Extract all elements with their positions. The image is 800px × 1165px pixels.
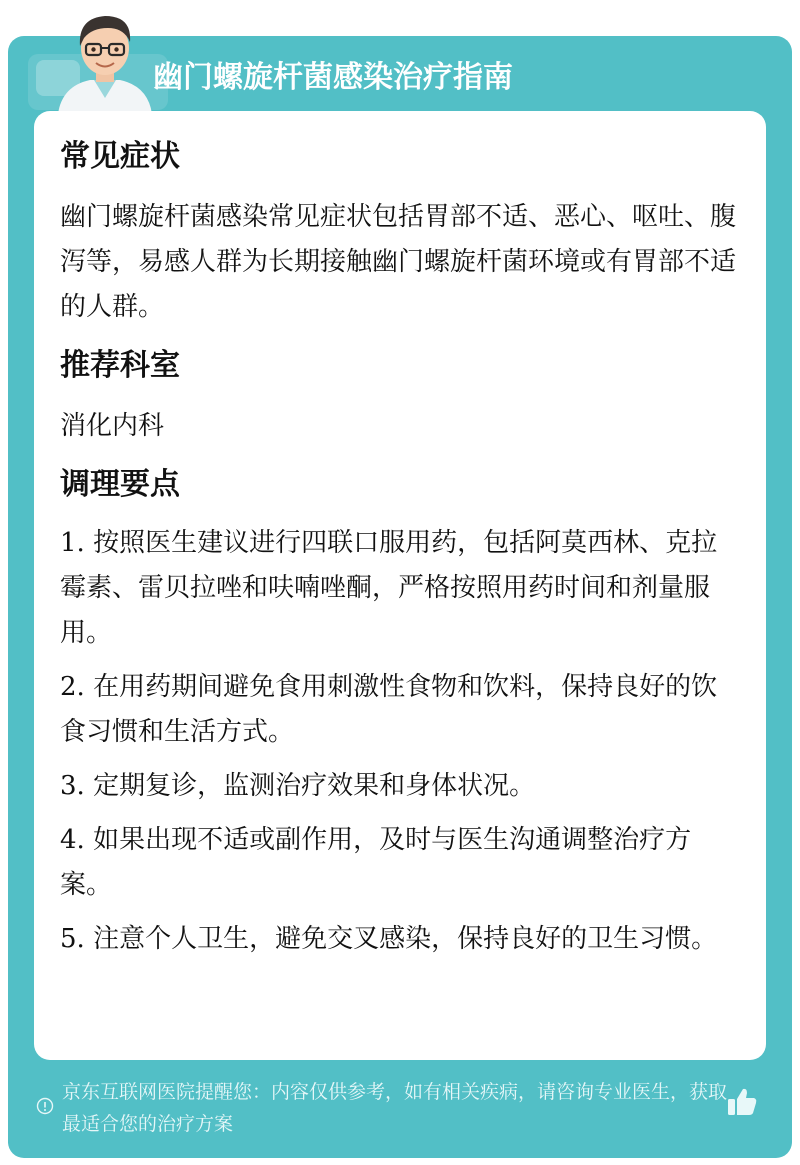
footer-disclaimer: 京东互联网医院提醒您：内容仅供参考，如有相关疾病，请咨询专业医生，获取最适合您的治疗方案 <box>62 1081 728 1135</box>
symptoms-text: 幽门螺旋杆菌感染常见症状包括胃部不适、恶心、呕吐、腹泻等，易感人群为长期接触幽门螺旋杆菌环境或有胃部不适的人群。 <box>60 202 737 322</box>
care-item-number: 3. <box>60 771 85 801</box>
care-item-number: 4. <box>60 825 85 855</box>
doctor-avatar <box>50 6 160 114</box>
care-item-text: 定期复诊，监测治疗效果和身体状况。 <box>93 771 536 801</box>
care-item <box>60 917 740 962</box>
care-item <box>60 521 740 656</box>
care-item <box>60 665 740 755</box>
care-item-text: 注意个人卫生，避免交叉感染，保持良好的卫生习惯。 <box>93 924 718 954</box>
care-item <box>60 818 740 908</box>
care-item-number: 1. <box>60 528 85 558</box>
care-item-text: 如果出现不适或副作用，及时与医生沟通调整治疗方案。 <box>60 825 692 900</box>
department-text: 消化内科 <box>60 411 165 441</box>
section-title-department: 推荐科室 <box>60 348 180 383</box>
section-title-care: 调理要点 <box>60 467 180 502</box>
care-item <box>60 764 740 809</box>
care-item-text: 在用药期间避免食用刺激性食物和饮料，保持良好的饮食习惯和生活方式。 <box>60 672 718 747</box>
section-title-symptoms: 常见症状 <box>60 139 180 174</box>
content-body <box>60 135 740 971</box>
care-item-number: 5. <box>60 924 85 954</box>
care-item-number: 2. <box>60 672 85 702</box>
info-icon <box>36 1097 54 1115</box>
thumbs-up-icon[interactable] <box>725 1085 759 1119</box>
page-title: 幽门螺旋杆菌感染治疗指南 <box>153 60 513 95</box>
care-item-text: 按照医生建议进行四联口服用药，包括阿莫西林、克拉霉素、雷贝拉唑和呋喃唑酮，严格按照用药时间和剂量服用。 <box>60 528 718 648</box>
content-card <box>34 111 766 1060</box>
